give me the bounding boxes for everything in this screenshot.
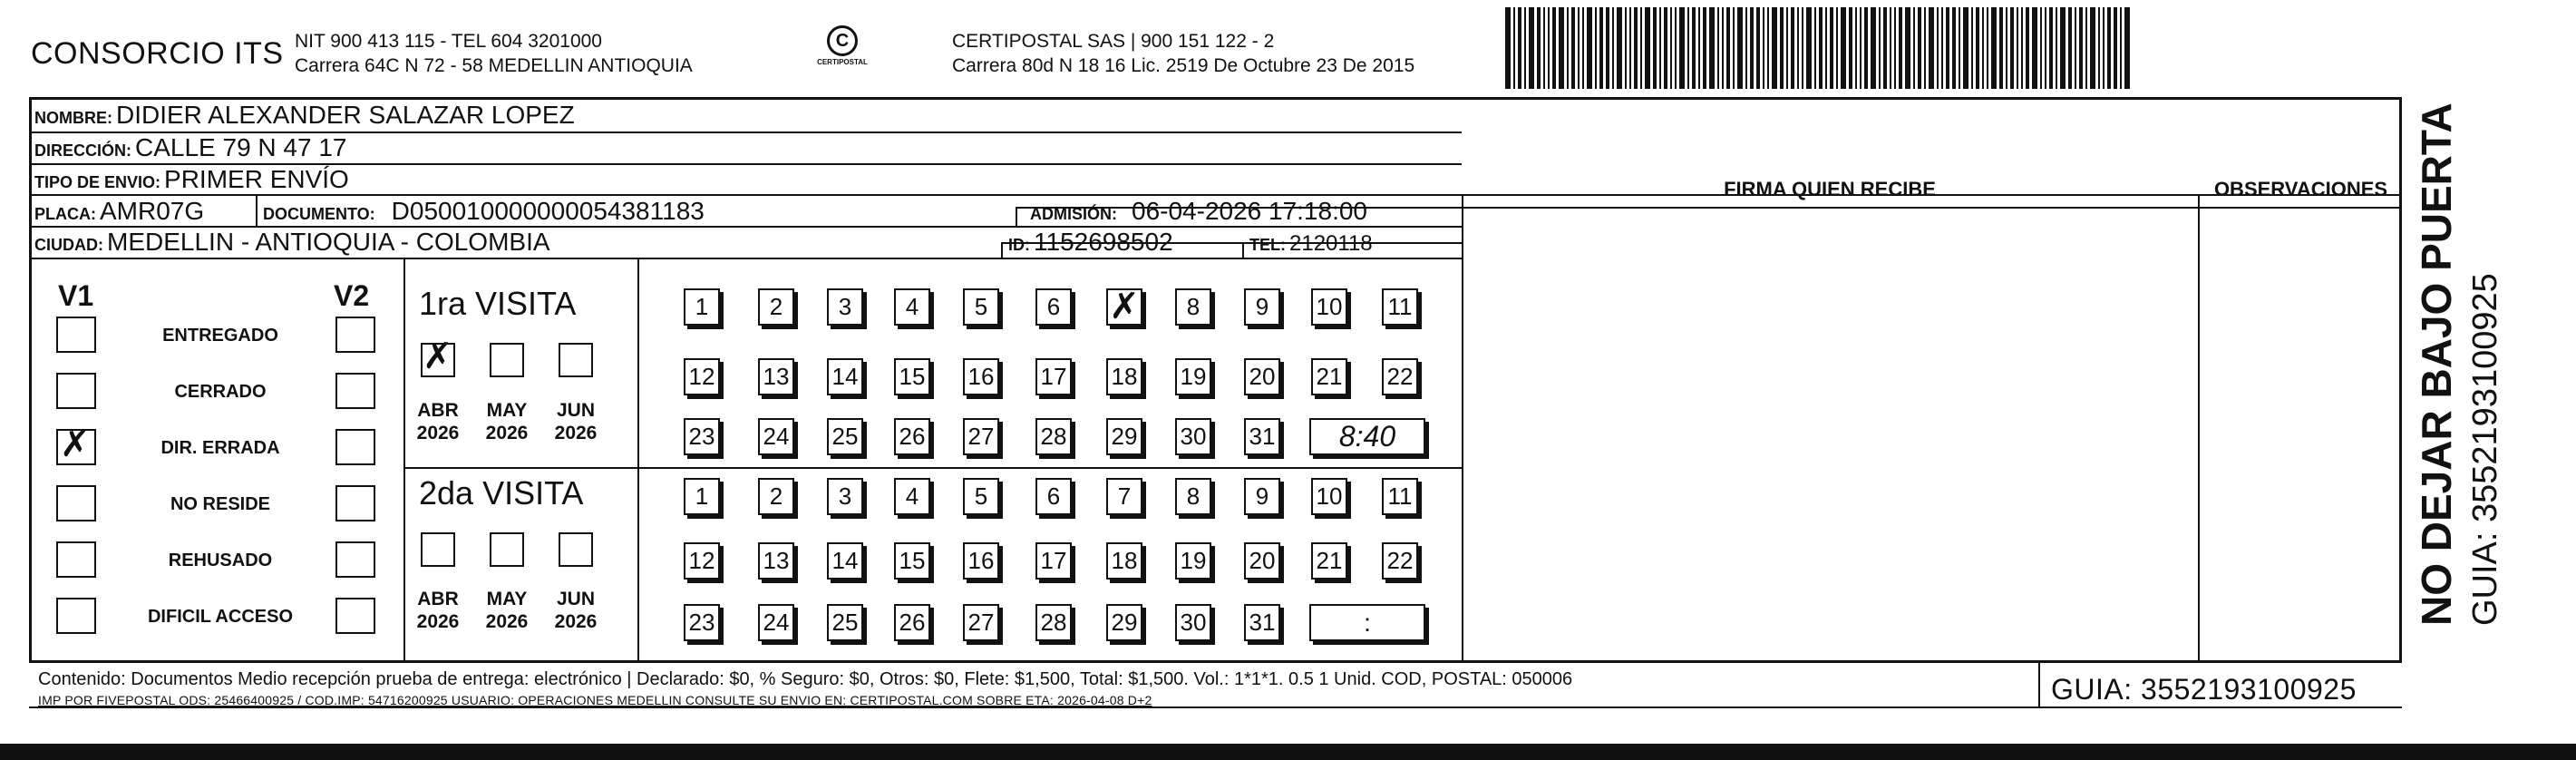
day-box[interactable]: 3 xyxy=(827,478,863,515)
barcode-bar xyxy=(1703,7,1706,89)
tipo-envio-row xyxy=(34,165,349,194)
placa-row xyxy=(34,197,204,226)
day-box[interactable]: 15 xyxy=(894,358,930,395)
tel-value: 2120118 xyxy=(1289,231,1373,256)
day-box[interactable]: 11 xyxy=(1382,478,1418,515)
month-name: ABR xyxy=(417,400,459,421)
barcode-bar xyxy=(1929,7,1934,89)
observations-area[interactable] xyxy=(2202,209,2400,659)
barcode-bar xyxy=(2114,7,2117,89)
barcode-bar xyxy=(2107,7,2111,89)
barcode-bar xyxy=(1634,7,1638,89)
month-year: 2026 xyxy=(416,611,460,632)
day-box[interactable]: 26 xyxy=(894,418,930,455)
barcode-bar xyxy=(1860,7,1862,89)
placa-value: AMR07G xyxy=(100,197,205,225)
day-box[interactable]: 8 xyxy=(1175,288,1211,326)
barcode-bar xyxy=(1894,7,1896,89)
barcode-bar xyxy=(1617,7,1622,89)
barcode-bar xyxy=(2026,7,2029,89)
barcode-bar xyxy=(1698,7,1700,89)
placa-divider xyxy=(256,194,258,227)
v2-checkbox[interactable] xyxy=(335,373,375,409)
barcode-bar xyxy=(2006,7,2007,89)
barcode-bar xyxy=(2060,7,2066,89)
barcode-bar xyxy=(1599,7,1603,89)
barcode-bar xyxy=(1675,7,1677,89)
second-visit-title: 2da VISITA xyxy=(419,474,584,512)
admision-row xyxy=(1030,197,1367,226)
barcode-bar xyxy=(1941,7,1943,89)
tipo-envio-label: TIPO DE ENVIO: xyxy=(34,173,161,191)
day-box[interactable]: 15 xyxy=(894,542,930,580)
barcode-bar xyxy=(1890,7,1891,89)
day-box[interactable]: 17 xyxy=(1035,358,1072,395)
day-box[interactable]: 20 xyxy=(1244,542,1280,580)
barcode-bar xyxy=(1524,7,1526,89)
month-label xyxy=(544,588,608,633)
barcode-bar xyxy=(1987,7,1988,89)
certipostal-name-line: CERTIPOSTAL SAS | 900 151 122 - 2 xyxy=(952,31,1275,52)
month-year: 2026 xyxy=(554,423,598,443)
company-nit-line: NIT 900 413 115 - TEL 604 3201000 xyxy=(295,31,602,52)
barcode-bar xyxy=(1879,7,1881,89)
company-address-line: Carrera 64C N 72 - 58 MEDELLIN ANTIOQUIA xyxy=(295,55,693,76)
day-box[interactable]: 18 xyxy=(1106,358,1142,395)
barcode-bar xyxy=(1505,7,1511,89)
tipo-envio-value: PRIMER ENVÍO xyxy=(164,165,349,193)
first-visit-title: 1ra VISITA xyxy=(419,285,577,322)
check-mark-icon: ✗ xyxy=(60,424,91,465)
day-box[interactable]: 4 xyxy=(894,288,930,326)
barcode-bar xyxy=(2068,7,2072,89)
barcode-bar xyxy=(1625,7,1627,89)
status-label: ENTREGADO xyxy=(162,326,278,346)
barcode-bar xyxy=(1687,7,1689,89)
barcode-bar xyxy=(2017,7,2018,89)
barcode-bar xyxy=(1518,7,1521,89)
day-box[interactable]: 10 xyxy=(1311,288,1347,326)
day-box[interactable]: 13 xyxy=(758,542,794,580)
nombre-value: DIDIER ALEXANDER SALAZAR LOPEZ xyxy=(116,101,575,129)
barcode-bar xyxy=(2090,7,2095,89)
barcode-bar xyxy=(1883,7,1887,89)
time-box[interactable]: : xyxy=(1309,604,1425,641)
day-box[interactable]: 1 xyxy=(684,288,720,326)
barcode-bar xyxy=(1946,7,1949,89)
day-box[interactable]: 11 xyxy=(1382,288,1418,326)
v1-heading: V1 xyxy=(58,279,94,312)
barcode-bar xyxy=(1582,7,1584,89)
placa-label: PLACA: xyxy=(34,205,96,223)
v1-checkbox[interactable] xyxy=(56,598,96,634)
v2-checkbox[interactable] xyxy=(335,317,375,353)
day-box[interactable]: 25 xyxy=(827,418,863,455)
check-mark-icon: ✗ xyxy=(1109,286,1140,327)
month-year: 2026 xyxy=(416,423,460,443)
barcode-bar xyxy=(1537,7,1541,89)
day-box[interactable]: 21 xyxy=(1311,358,1347,395)
barcode-bar xyxy=(1653,7,1657,89)
logo-circle-icon: C xyxy=(827,25,858,56)
status-label: DIR. ERRADA xyxy=(160,438,280,458)
day-box[interactable]: 26 xyxy=(894,604,930,641)
day-box[interactable]: 14 xyxy=(827,542,863,580)
documento-row xyxy=(263,197,705,226)
v2-checkbox[interactable] xyxy=(335,429,375,465)
month-checkbox[interactable] xyxy=(490,532,524,567)
status-label: CERRADO xyxy=(174,382,267,402)
month-checkbox[interactable] xyxy=(490,343,524,377)
barcode-bar xyxy=(1767,7,1769,89)
v2-checkbox[interactable] xyxy=(335,598,375,634)
barcode-bar xyxy=(2085,7,2087,89)
month-label xyxy=(406,399,470,444)
barcode-bar xyxy=(1991,7,1997,89)
v2-checkbox[interactable] xyxy=(335,541,375,578)
day-box[interactable]: 8 xyxy=(1175,478,1211,515)
ciudad-row xyxy=(34,228,550,257)
day-box[interactable]: 2 xyxy=(758,288,794,326)
day-box[interactable]: 23 xyxy=(684,604,720,641)
logo-label: CERTIPOSTAL xyxy=(817,58,868,66)
tel-row xyxy=(1249,231,1373,257)
barcode-bar xyxy=(1629,7,1631,89)
month-label xyxy=(475,399,539,444)
barcode-bar xyxy=(1733,7,1735,89)
day-box[interactable]: 28 xyxy=(1035,418,1072,455)
status-label: REHUSADO xyxy=(168,551,273,570)
barcode-bar xyxy=(2049,7,2053,89)
day-box[interactable]: 9 xyxy=(1244,478,1280,515)
company-name: CONSORCIO ITS xyxy=(31,36,284,71)
direccion-value: CALLE 79 N 47 17 xyxy=(135,133,347,161)
day-box[interactable]: 20 xyxy=(1244,358,1280,395)
day-box[interactable]: 28 xyxy=(1035,604,1072,641)
day-box[interactable]: 3 xyxy=(827,288,863,326)
barcode-bar xyxy=(1825,7,1827,89)
day-box[interactable]: 22 xyxy=(1382,542,1418,580)
barcode-bar xyxy=(1571,7,1575,89)
day-box[interactable]: 24 xyxy=(758,418,794,455)
barcode-bar xyxy=(1543,7,1545,89)
day-box[interactable]: 19 xyxy=(1175,358,1211,395)
month-checkbox[interactable] xyxy=(559,532,593,567)
barcode-bar xyxy=(2079,7,2083,89)
barcode-bar xyxy=(1841,7,1846,89)
barcode-bar xyxy=(1772,7,1777,89)
v2-checkbox[interactable] xyxy=(335,485,375,521)
barcode-bar xyxy=(1791,7,1794,89)
barcode-bar xyxy=(1606,7,1609,89)
day-box[interactable]: 29 xyxy=(1106,418,1142,455)
v1-checkbox[interactable] xyxy=(56,485,96,521)
day-box[interactable]: 7 xyxy=(1106,478,1142,515)
print-info: IMP POR FIVEPOSTAL ODS: 25466400925 / COD.IMP: 54716200925 USUARIO: OPERACIONES MEDELLIN CONSULTE SU ENVIO EN: CERTIPOSTAL.COM SOBRE ETA: 2026-04-08 D+2 xyxy=(38,693,1152,707)
day-box[interactable]: 29 xyxy=(1106,604,1142,641)
barcode-bar xyxy=(1552,7,1556,89)
id-label: ID: xyxy=(1008,236,1030,254)
month-name: MAY xyxy=(486,589,528,609)
admision-value: 06-04-2026 17:18:00 xyxy=(1132,197,1367,225)
month-checkbox[interactable] xyxy=(421,532,455,567)
v1-checkbox[interactable] xyxy=(56,541,96,578)
barcode-bar xyxy=(1836,7,1838,89)
barcode-bar xyxy=(1855,7,1857,89)
day-box[interactable]: 5 xyxy=(963,478,999,515)
barcode-bar xyxy=(1722,7,1724,89)
barcode-bar xyxy=(1578,7,1580,89)
nombre-row xyxy=(34,101,575,130)
barcode-bar xyxy=(2021,7,2023,89)
barcode-bar xyxy=(1802,7,1803,89)
no-dejar-warning: NO DEJAR BAJO PUERTA xyxy=(2413,102,2460,626)
ciudad-value: MEDELLIN - ANTIOQUIA - COLOMBIA xyxy=(107,228,550,256)
id-row xyxy=(1008,228,1173,257)
barcode-bar xyxy=(1640,7,1642,89)
barcode-bar xyxy=(1587,7,1592,89)
barcode-bar xyxy=(1659,7,1661,89)
day-box[interactable]: 1 xyxy=(684,478,720,515)
status-label: NO RESIDE xyxy=(170,494,271,514)
tel-label: TEL: xyxy=(1249,236,1286,254)
day-box[interactable]: 12 xyxy=(684,358,720,395)
month-checkbox[interactable] xyxy=(421,336,455,377)
barcode-bar xyxy=(1756,7,1760,89)
certipostal-address-line: Carrera 80d N 18 16 Lic. 2519 De Octubre 23 De 2015 xyxy=(952,55,1415,76)
barcode-bar xyxy=(1559,7,1564,89)
day-box[interactable]: 27 xyxy=(963,604,999,641)
ciudad-label: CIUDAD: xyxy=(34,236,103,254)
barcode-bar xyxy=(1871,7,1876,89)
barcode-bar xyxy=(2056,7,2057,89)
barcode-bar xyxy=(2103,7,2105,89)
check-mark-icon: ✗ xyxy=(423,336,453,377)
month-year: 2026 xyxy=(485,423,529,443)
v1-checkbox[interactable] xyxy=(56,317,96,353)
documento-label: DOCUMENTO: xyxy=(263,205,375,223)
v1-checkbox[interactable] xyxy=(56,373,96,409)
day-box[interactable]: 31 xyxy=(1244,418,1280,455)
barcode-bar xyxy=(1670,7,1672,89)
barcode-bar xyxy=(2045,7,2046,89)
time-box[interactable]: 8:40 xyxy=(1309,418,1425,455)
barcode-bar xyxy=(1612,7,1614,89)
barcode-bar xyxy=(1924,7,1926,89)
certipostal-block xyxy=(952,29,1414,78)
barcode-bar xyxy=(1999,7,2003,89)
barcode-bar xyxy=(1819,7,1823,89)
month-checkbox[interactable] xyxy=(559,343,593,377)
observaciones-heading: OBSERVACIONES xyxy=(2213,178,2388,200)
barcode-bar xyxy=(2075,7,2076,89)
barcode-bar xyxy=(2124,7,2130,89)
barcode-bar xyxy=(1959,7,1960,89)
direccion-label: DIRECCIÓN: xyxy=(34,141,131,160)
day-box[interactable]: 24 xyxy=(758,604,794,641)
month-year: 2026 xyxy=(554,611,598,632)
day-box[interactable]: 12 xyxy=(684,542,720,580)
day-box[interactable]: 19 xyxy=(1175,542,1211,580)
barcode-bar xyxy=(1745,7,1747,89)
barcode-bar xyxy=(1786,7,1788,89)
barcode-bar xyxy=(2010,7,2014,89)
certipostal-logo xyxy=(814,25,870,78)
barcode-bar xyxy=(2032,7,2037,89)
day-box[interactable]: 4 xyxy=(894,478,930,515)
day-box[interactable]: 17 xyxy=(1035,542,1072,580)
barcode-bar xyxy=(1679,7,1685,89)
day-box[interactable]: 2 xyxy=(758,478,794,515)
barcode-bar xyxy=(1830,7,1833,89)
barcode-bar xyxy=(2120,7,2122,89)
barcode-bar xyxy=(1864,7,1868,89)
barcode-bar xyxy=(1737,7,1743,89)
barcode-bar xyxy=(1952,7,1956,89)
day-box[interactable]: 13 xyxy=(758,358,794,395)
bottom-edge xyxy=(0,744,2576,760)
barcode-bar xyxy=(1692,7,1696,89)
firma-heading: FIRMA QUIEN RECIBE xyxy=(1724,178,1936,200)
barcode-bar xyxy=(1814,7,1816,89)
barcode-bar xyxy=(1899,7,1902,89)
barcode-bar xyxy=(1595,7,1597,89)
barcode-bar xyxy=(1963,7,1968,89)
day-box[interactable]: 30 xyxy=(1175,418,1211,455)
barcode-bar xyxy=(1664,7,1667,89)
day-box[interactable]: 16 xyxy=(963,358,999,395)
month-label xyxy=(544,399,608,444)
documento-value: D050010000000054381183 xyxy=(391,197,705,225)
barcode-bar xyxy=(1567,7,1569,89)
barcode-bar xyxy=(2040,7,2042,89)
barcode-bar xyxy=(1548,7,1550,89)
day-box[interactable]: 6 xyxy=(1035,288,1072,326)
month-label xyxy=(406,588,470,633)
month-year: 2026 xyxy=(485,611,529,632)
company-nit-block xyxy=(295,29,693,78)
day-box[interactable]: 27 xyxy=(963,418,999,455)
barcode-bar xyxy=(1797,7,1799,89)
barcode-bar xyxy=(1937,7,1939,89)
content-summary: Contenido: Documentos Medio recepción prueba de entrega: electrónico | Declarado: $0, % Seguro: $0, Otros: $0, Flete: $1,500, Total: $1,500. Vol.: 1*1*1. 0.5 1 Unid. COD, POSTAL: 050006 xyxy=(38,669,1573,689)
barcode-bar xyxy=(1849,7,1852,89)
signature-area[interactable] xyxy=(1463,209,2196,659)
admision-label: ADMISIÓN: xyxy=(1030,205,1117,223)
day-box[interactable]: 22 xyxy=(1382,358,1418,395)
barcode-bar xyxy=(1513,7,1515,89)
barcode-bar xyxy=(2098,7,2100,89)
barcode xyxy=(1505,7,2231,89)
barcode-bar xyxy=(1645,7,1650,89)
barcode-bar xyxy=(1913,7,1915,89)
barcode-bar xyxy=(1806,7,1812,89)
month-name: JUN xyxy=(556,400,595,421)
v1-checkbox[interactable] xyxy=(56,424,96,465)
side-guia: GUIA: 3552193100925 xyxy=(2466,273,2504,626)
day-box[interactable] xyxy=(1106,288,1142,326)
day-box[interactable]: 25 xyxy=(827,604,863,641)
barcode-bar xyxy=(1529,7,1534,89)
day-box[interactable]: 9 xyxy=(1244,288,1280,326)
day-box[interactable]: 10 xyxy=(1311,478,1347,515)
barcode-bar xyxy=(1971,7,1973,89)
barcode-bar xyxy=(1709,7,1715,89)
nombre-label: NOMBRE: xyxy=(34,109,112,127)
barcode-bar xyxy=(1976,7,1979,89)
barcode-bar xyxy=(1726,7,1730,89)
day-box[interactable]: 14 xyxy=(827,358,863,395)
barcode-bar xyxy=(1717,7,1719,89)
barcode-bar xyxy=(1763,7,1764,89)
v2-heading: V2 xyxy=(334,279,370,312)
day-box[interactable]: 6 xyxy=(1035,478,1072,515)
day-box[interactable]: 31 xyxy=(1244,604,1280,641)
direccion-row xyxy=(34,133,347,162)
day-box[interactable]: 18 xyxy=(1106,542,1142,580)
barcode-bar xyxy=(1905,7,1910,89)
day-box[interactable]: 16 xyxy=(963,542,999,580)
day-box[interactable]: 30 xyxy=(1175,604,1211,641)
day-box[interactable]: 5 xyxy=(963,288,999,326)
day-box[interactable]: 23 xyxy=(684,418,720,455)
month-name: MAY xyxy=(486,400,528,421)
day-box[interactable]: 21 xyxy=(1311,542,1347,580)
barcode-bar xyxy=(1750,7,1754,89)
barcode-bar xyxy=(1918,7,1921,89)
status-label: DIFICIL ACCESO xyxy=(147,607,293,627)
month-name: JUN xyxy=(556,589,595,609)
barcode-bar xyxy=(1982,7,1984,89)
barcode-bar xyxy=(1780,7,1784,89)
month-name: ABR xyxy=(417,589,459,609)
id-value: 1152698502 xyxy=(1034,228,1173,256)
footer-guia: GUIA: 3552193100925 xyxy=(2051,673,2357,706)
month-label xyxy=(475,588,539,633)
